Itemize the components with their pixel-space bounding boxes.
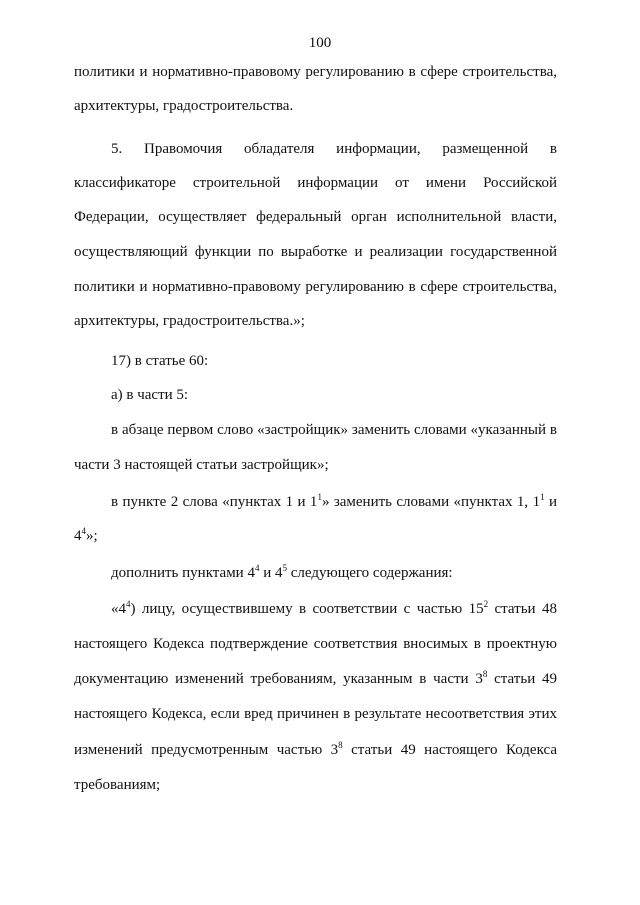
text-line: части 3 настоящей статьи застройщик»;: [74, 457, 329, 473]
text-span: 4: [74, 528, 82, 544]
text-line: архитектуры, градостроительства.: [74, 98, 294, 114]
text-line: настоящего Кодекса, если вред причинен в результате несоответствия этих: [74, 706, 557, 722]
text-line: [111, 564, 557, 582]
text-line: [74, 741, 557, 759]
text-line: политики и нормативно-правовому регулированию в сфере строительства,: [74, 64, 557, 80]
text-span: изменений предусмотренным частью 3: [74, 742, 339, 758]
text-span: статьи 49: [487, 671, 557, 687]
text-span: «4: [111, 601, 126, 617]
text-line: требованиям;: [74, 777, 161, 793]
text-span: документацию изменений требованиям, указанным в части 3: [74, 671, 483, 687]
text-span: » заменить словами «пунктах 1, 1: [321, 494, 541, 510]
superscript: 8: [482, 669, 488, 679]
superscript: 4: [126, 599, 131, 609]
text-span: и 4: [259, 565, 283, 581]
text-span: статьи 49 настоящего Кодекса: [342, 742, 557, 758]
text-span: в пункте 2 слова «пунктах 1 и 1: [111, 494, 318, 510]
superscript: 8: [338, 740, 343, 750]
text-line: [74, 670, 557, 688]
text-line: [111, 600, 557, 618]
superscript: 4: [81, 526, 86, 536]
text-line: а) в части 5:: [111, 387, 189, 403]
text-line: настоящего Кодекса подтверждение соответствия вносимых в проектную: [74, 636, 557, 652]
superscript: 4: [254, 563, 260, 573]
text-line: осуществляющий функции по выработке и реализации государственной: [74, 244, 557, 260]
text-line: архитектуры, градостроительства.»;: [74, 313, 305, 329]
text-span: »;: [86, 528, 98, 544]
text-span: статьи 48: [488, 601, 557, 617]
superscript: 5: [282, 563, 287, 573]
text-span: дополнить пунктами 4: [111, 565, 255, 581]
text-span: следующего содержания:: [287, 565, 453, 581]
text-line: 5. Правомочия обладателя информации, размещенной в: [111, 141, 557, 157]
text-line: Федерации, осуществляет федеральный орган исполнительной власти,: [74, 209, 557, 225]
text-line: в абзаце первом слово «застройщик» заменить словами «указанный в: [111, 422, 557, 438]
text-line: [74, 527, 557, 545]
text-line: классификаторе строительной информации от имени Российской: [74, 175, 557, 191]
text-span: и: [544, 494, 557, 510]
superscript: 1: [540, 492, 545, 502]
text-line: политики и нормативно-правовому регулированию в сфере строительства,: [74, 279, 557, 295]
text-span: ) лицу, осуществившему в соответствии с частью 15: [130, 601, 484, 617]
page-number: 100: [308, 35, 332, 51]
text-line: [111, 493, 557, 511]
text-line: 17) в статье 60:: [111, 353, 209, 369]
superscript: 1: [317, 492, 322, 502]
superscript: 2: [483, 599, 489, 609]
